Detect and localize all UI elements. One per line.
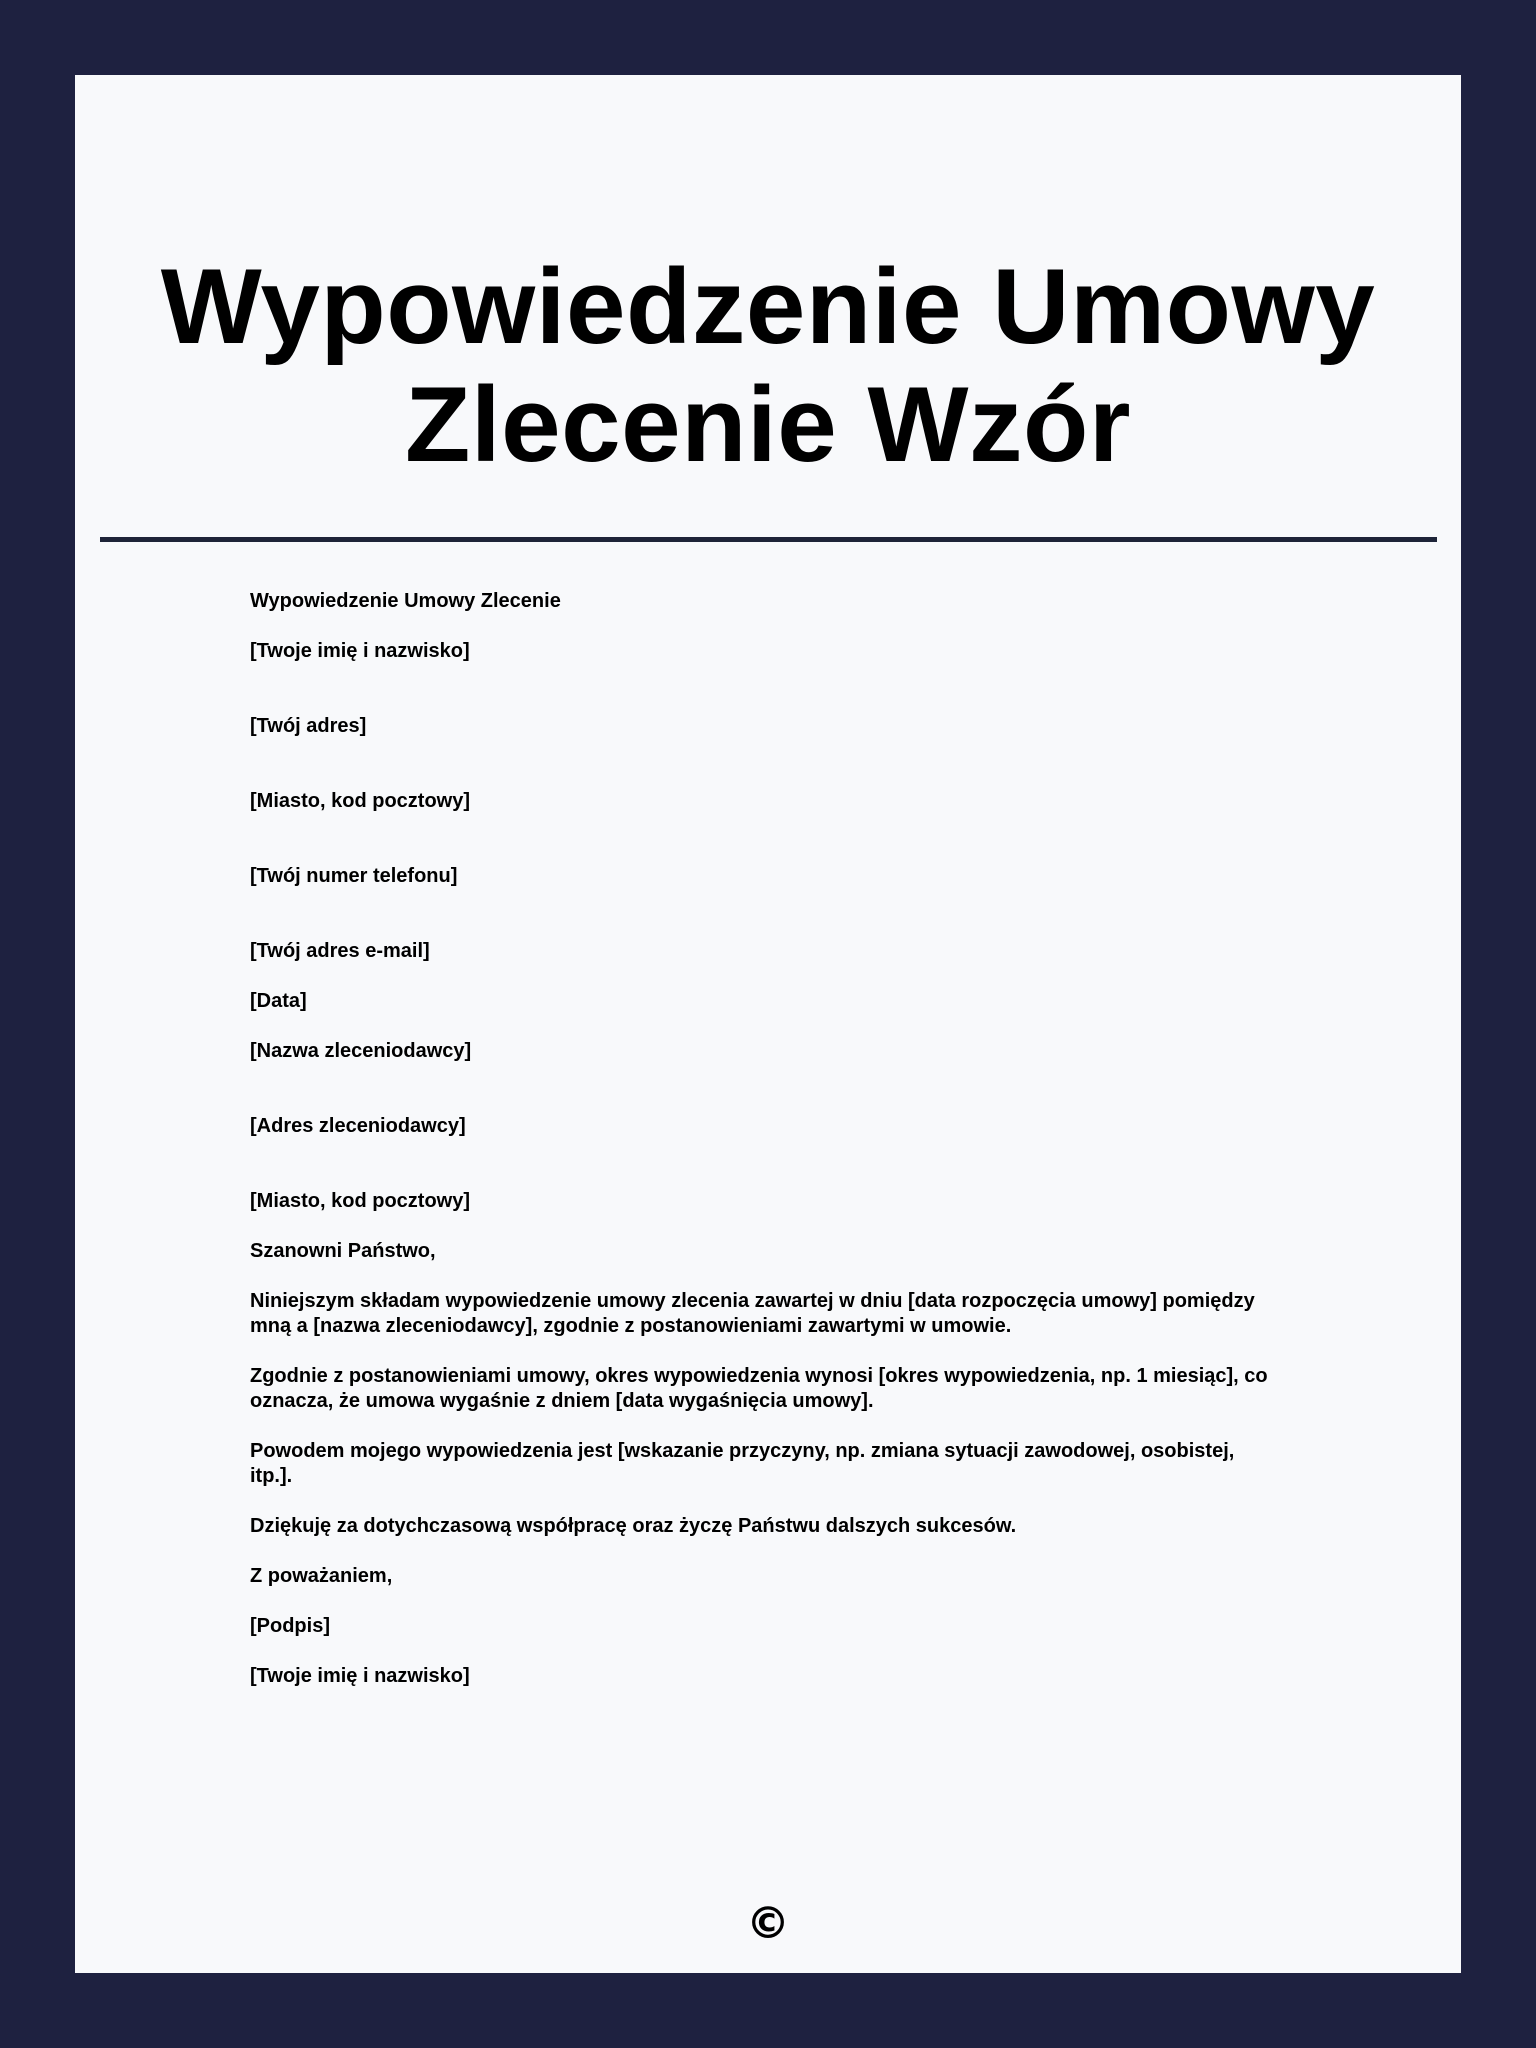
sender-city: [Miasto, kod pocztowy] bbox=[250, 790, 470, 812]
sender-phone: [Twój numer telefonu] bbox=[250, 865, 458, 887]
recipient-address: [Adres zleceniodawcy] bbox=[250, 1115, 466, 1137]
signature: [Podpis] bbox=[250, 1615, 330, 1637]
paragraph-reason: Powodem mojego wypowiedzenia jest [wskazanie przyczyny, np. zmiana sytuacji zawodowej, osobistej, itp.]. bbox=[250, 1440, 1235, 1487]
document-page bbox=[75, 75, 1461, 1973]
document-title-line-2: Zlecenie Wzór bbox=[405, 364, 1131, 484]
signer-name: [Twoje imię i nazwisko] bbox=[250, 1665, 470, 1687]
recipient-name: [Nazwa zleceniodawcy] bbox=[250, 1040, 472, 1062]
document-title-line-1: Wypowiedzenie Umowy bbox=[160, 246, 1376, 366]
recipient-city: [Miasto, kod pocztowy] bbox=[250, 1190, 470, 1212]
salutation: Szanowni Państwo, bbox=[250, 1240, 436, 1262]
letter-body bbox=[250, 589, 1370, 1689]
document-title bbox=[75, 247, 1461, 483]
paragraph-notice-period: Zgodnie z postanowieniami umowy, okres wypowiedzenia wynosi [okres wypowiedzenia, np. 1 miesiąc], co oznacza, że umowa wygaśnie z dniem [data wygaśnięcia umowy]. bbox=[250, 1365, 1268, 1412]
paragraph-thanks: Dziękuję za dotychczasową współpracę oraz życzę Państwu dalszych sukcesów. bbox=[250, 1515, 1017, 1537]
letter-heading: Wypowiedzenie Umowy Zlecenie bbox=[250, 590, 561, 612]
sender-name: [Twoje imię i nazwisko] bbox=[250, 640, 470, 662]
copyright-icon: © bbox=[746, 1898, 790, 1949]
closing: Z poważaniem, bbox=[250, 1565, 393, 1587]
letter-date: [Data] bbox=[250, 990, 307, 1012]
sender-address: [Twój adres] bbox=[250, 715, 367, 737]
paragraph-termination: Niniejszym składam wypowiedzenie umowy zlecenia zawartej w dniu [data rozpoczęcia umowy] pomiędzy mną a [nazwa zleceniodawcy], zgodnie z postanowieniami zawartymi w umowie. bbox=[250, 1290, 1255, 1337]
title-divider bbox=[100, 537, 1437, 542]
sender-email: [Twój adres e-mail] bbox=[250, 940, 430, 962]
